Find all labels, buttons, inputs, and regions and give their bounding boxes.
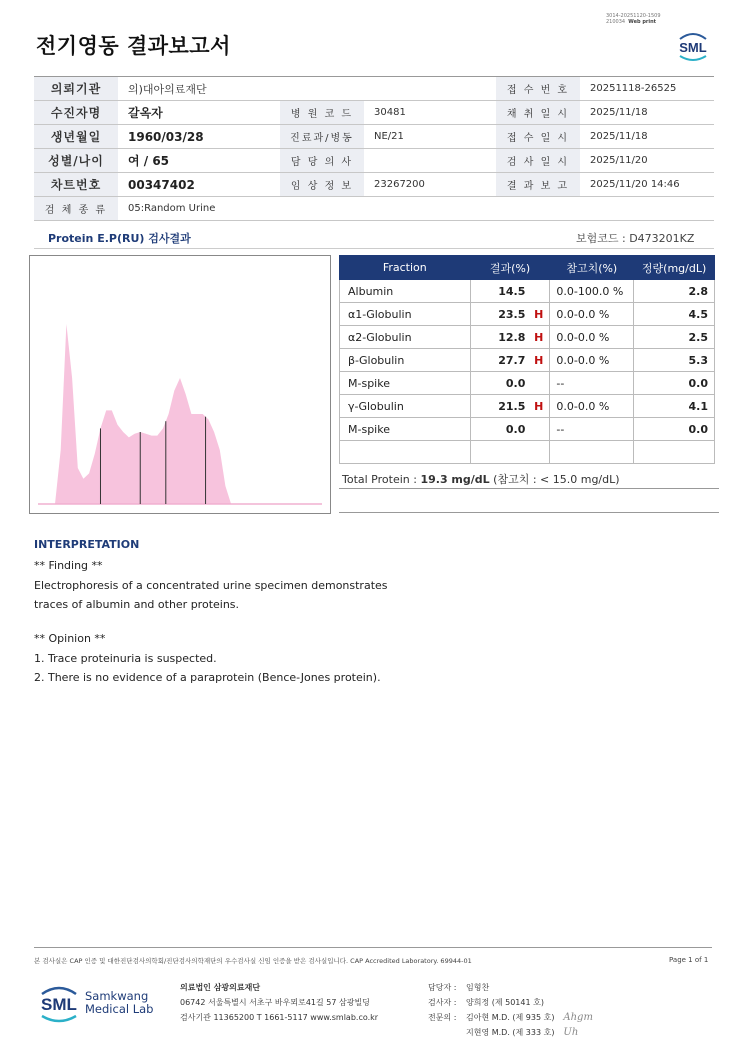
info-label: 생년월일 <box>34 125 118 149</box>
total-protein-ref: (참고치 : < 15.0 mg/dL) <box>489 473 620 486</box>
quantity-value: 0.0 <box>634 418 715 441</box>
staff-name: 지현영 M.D. (제 333 호) <box>466 1028 555 1037</box>
quantity-value: 0.0 <box>634 372 715 395</box>
reference-range: -- <box>550 418 634 441</box>
fraction-result <box>470 395 550 418</box>
fraction-name <box>340 441 471 464</box>
info-label: 검 체 종 류 <box>34 197 118 221</box>
result-table <box>339 255 715 464</box>
reference-range <box>550 441 634 464</box>
staff-role: 검사자 : <box>428 998 457 1007</box>
lab-name <box>85 990 153 1016</box>
info-label: 수진자명 <box>34 101 118 125</box>
protein-curve-area <box>38 324 322 504</box>
result-value: 21.5 <box>498 399 526 413</box>
reference-range: 0.0-0.0 % <box>550 395 634 418</box>
lab-name-line1: Samkwang <box>85 989 149 1003</box>
total-protein-value: 19.3 mg/dL <box>420 473 490 486</box>
info-value: 갈옥자 <box>118 101 280 125</box>
info-label: 검 사 일 시 <box>496 149 580 173</box>
patient-info-table <box>34 76 714 221</box>
institution-name: 의료법인 삼광의료재단 <box>180 983 261 992</box>
quantity-value: 5.3 <box>634 349 715 372</box>
info-value: 2025/11/18 <box>580 101 714 125</box>
fraction-result <box>470 303 550 326</box>
sml-logo-icon <box>674 30 712 62</box>
info-label: 성별/나이 <box>34 149 118 173</box>
fraction-result <box>470 280 550 303</box>
section-title: Protein E.P(RU) 검사결과 <box>48 232 191 245</box>
result-value: 27.7 <box>498 353 526 367</box>
info-empty <box>364 197 496 221</box>
svg-text:SML: SML <box>679 40 707 55</box>
info-empty <box>280 197 364 221</box>
staff-name: 김아현 M.D. (제 935 호) <box>466 1013 555 1022</box>
info-value: 2025/11/20 <box>580 149 714 173</box>
info-value: 2025/11/18 <box>580 125 714 149</box>
electrophoresis-chart <box>29 255 331 514</box>
total-protein-label: Total Protein : <box>342 473 421 486</box>
result-value: 14.5 <box>498 284 526 298</box>
finding-text-line2: traces of albumin and other proteins. <box>34 598 240 611</box>
info-value: 30481 <box>364 101 496 125</box>
result-value: 0.0 <box>505 422 526 436</box>
result-row <box>340 418 715 441</box>
quantity-value <box>634 441 715 464</box>
print-id: 3014-20251120-1509 <box>606 13 661 19</box>
result-column-header: 정량(mg/dL) <box>634 256 715 280</box>
quantity-value: 2.8 <box>634 280 715 303</box>
print-info <box>606 13 661 25</box>
info-label: 차트번호 <box>34 173 118 197</box>
high-flag: H <box>534 307 544 321</box>
info-label: 채 취 일 시 <box>496 101 580 125</box>
info-label: 병 원 코 드 <box>280 101 364 125</box>
page-number: Page 1 of 1 <box>669 956 709 964</box>
info-row <box>34 125 714 149</box>
info-label: 접 수 번 호 <box>496 77 580 101</box>
info-value <box>364 149 496 173</box>
fraction-name: M-spike <box>340 372 471 395</box>
svg-text:SML: SML <box>41 995 77 1014</box>
total-divider-top <box>339 488 719 489</box>
info-label: 담 당 의 사 <box>280 149 364 173</box>
institution-info <box>180 980 378 1025</box>
result-value: 0.0 <box>505 376 526 390</box>
insurance-code: 보험코드 : D473201KZ <box>576 232 695 245</box>
info-empty <box>364 77 496 101</box>
info-label: 임 상 정 보 <box>280 173 364 197</box>
fraction-name: α1-Globulin <box>340 303 471 326</box>
opinion-line1: 1. Trace proteinuria is suspected. <box>34 652 217 665</box>
electrophoresis-plot <box>30 256 330 513</box>
result-row <box>340 280 715 303</box>
staff-name: 양희정 (제 50141 호) <box>466 998 544 1007</box>
staff-list <box>428 980 593 1040</box>
quantity-value: 2.5 <box>634 326 715 349</box>
sml-footer-logo-icon <box>36 980 82 1026</box>
fraction-result <box>470 418 550 441</box>
signature-icon: Ahgm <box>557 1012 593 1023</box>
info-row <box>34 101 714 125</box>
info-empty <box>580 197 714 221</box>
info-label: 의뢰기관 <box>34 77 118 101</box>
result-value: 23.5 <box>498 307 526 321</box>
staff-name: 임형찬 <box>466 983 490 992</box>
quantity-value: 4.5 <box>634 303 715 326</box>
result-column-header: 결과(%) <box>470 256 550 280</box>
result-value: 12.8 <box>498 330 526 344</box>
info-value: 23267200 <box>364 173 496 197</box>
info-label: 접 수 일 시 <box>496 125 580 149</box>
info-value: 여 / 65 <box>118 149 280 173</box>
result-row <box>340 372 715 395</box>
result-row <box>340 395 715 418</box>
info-value: 1960/03/28 <box>118 125 280 149</box>
certification-note: 본 검사실은 CAP 인증 및 대한진단검사의학회/진단검사의학재단의 우수검사실 신임 인증을 받은 검사실입니다. CAP Accredited Laboratory. 69944-01 <box>34 957 472 965</box>
high-flag: H <box>534 399 544 413</box>
info-value: 05:Random Urine <box>118 197 280 221</box>
fraction-name: β-Globulin <box>340 349 471 372</box>
quantity-value: 4.1 <box>634 395 715 418</box>
result-row <box>340 303 715 326</box>
info-value: NE/21 <box>364 125 496 149</box>
institution-address: 06742 서울특별시 서초구 바우뫼로41길 57 삼광빌딩 <box>180 998 370 1007</box>
high-flag: H <box>534 330 544 344</box>
signature-icon: Uh <box>557 1027 579 1038</box>
info-value: 2025/11/20 14:46 <box>580 173 714 197</box>
footer-divider <box>34 947 712 948</box>
opinion-line2: 2. There is no evidence of a paraprotein (Bence-Jones protein). <box>34 671 381 684</box>
info-value: 20251118-26525 <box>580 77 714 101</box>
fraction-result <box>470 349 550 372</box>
interpretation-title: INTERPRETATION <box>34 538 140 551</box>
fraction-result <box>470 326 550 349</box>
info-row <box>34 149 714 173</box>
info-row <box>34 77 714 101</box>
staff-role: 전문의 : <box>428 1013 457 1022</box>
result-column-header: 참고치(%) <box>550 256 634 280</box>
fraction-name: M-spike <box>340 418 471 441</box>
info-label: 결 과 보 고 <box>496 173 580 197</box>
info-value: 00347402 <box>118 173 280 197</box>
fraction-name: α2-Globulin <box>340 326 471 349</box>
reference-range: -- <box>550 372 634 395</box>
web-print-label: Web print <box>628 19 657 25</box>
reference-range: 0.0-0.0 % <box>550 326 634 349</box>
fraction-result <box>470 441 550 464</box>
staff-role: 담당자 : <box>428 983 457 992</box>
result-column-header: Fraction <box>340 256 471 280</box>
result-row <box>340 441 715 464</box>
info-value: 의)대아의료재단 <box>118 77 280 101</box>
page-title: 전기영동 결과보고서 <box>36 34 231 58</box>
info-row <box>34 173 714 197</box>
fraction-name: Albumin <box>340 280 471 303</box>
result-row <box>340 326 715 349</box>
info-empty <box>280 77 364 101</box>
institution-contact: 검사기관 11365200 T 1661-5117 www.smlab.co.kr <box>180 1013 379 1022</box>
total-protein <box>342 471 620 487</box>
reference-range: 0.0-0.0 % <box>550 349 634 372</box>
total-divider-bottom <box>339 512 719 513</box>
print-code: 210034 <box>606 19 626 25</box>
reference-range: 0.0-100.0 % <box>550 280 634 303</box>
opinion-label: ** Opinion ** <box>34 632 106 645</box>
fraction-name: γ-Globulin <box>340 395 471 418</box>
finding-label: ** Finding ** <box>34 559 103 572</box>
result-row <box>340 349 715 372</box>
reference-range: 0.0-0.0 % <box>550 303 634 326</box>
fraction-result <box>470 372 550 395</box>
info-label: 진료과/병동 <box>280 125 364 149</box>
info-row <box>34 197 714 221</box>
info-empty <box>496 197 580 221</box>
finding-text-line1: Electrophoresis of a concentrated urine specimen demonstrates <box>34 579 388 592</box>
high-flag: H <box>534 353 544 367</box>
section-divider <box>34 248 714 249</box>
lab-name-line2: Medical Lab <box>85 1002 154 1016</box>
